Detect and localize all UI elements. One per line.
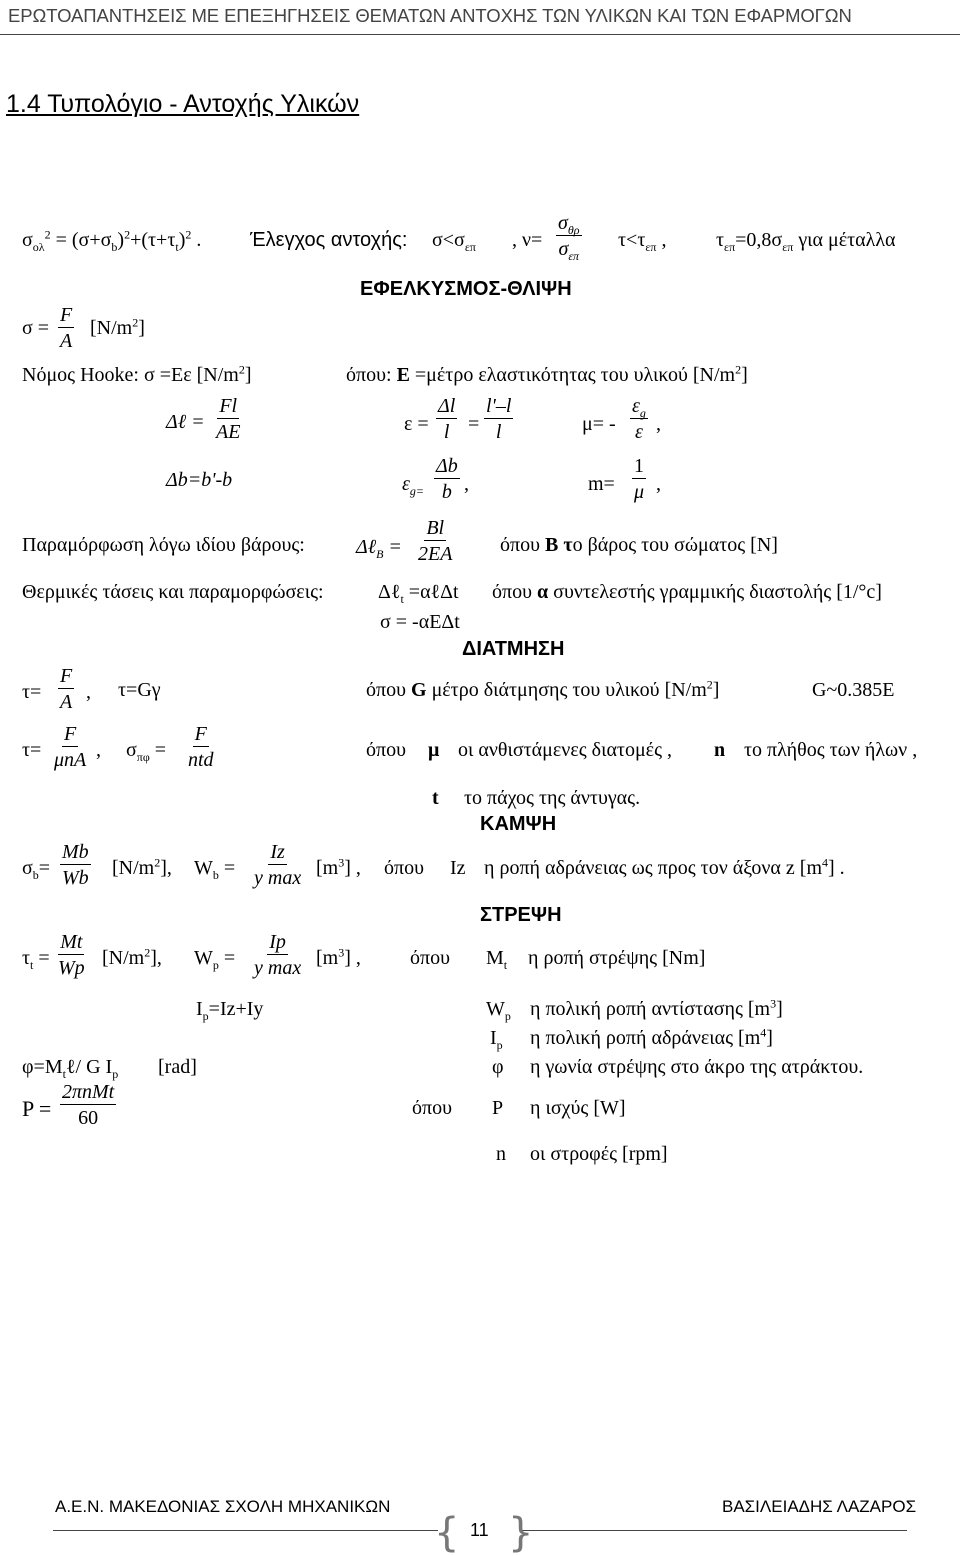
elongation-lhs: Δℓ = — [166, 411, 205, 433]
poisson-comma: , — [656, 413, 661, 435]
rivet-shear-fraction: F μnA — [54, 723, 87, 771]
power-lhs: P = — [22, 1096, 52, 1121]
rivet-shear-comma: , — [96, 739, 101, 761]
poisson-number-lhs: m= — [588, 473, 615, 495]
bending-heading: ΚΑΜΨΗ — [480, 813, 557, 835]
running-header — [0, 0, 960, 35]
lateral-strain-lhs: $\varepsilon_{g=}$ — [402, 473, 424, 498]
rpm-symbol: n — [496, 1143, 506, 1165]
bending-where: όπου — [384, 857, 424, 879]
phi-description: η γωνία στρέψης στο άκρο της ατράκτου. — [530, 1056, 864, 1078]
polar-inertia-sum: $I_p=Iz+Iy$ — [196, 998, 264, 1023]
footer-institution: Α.Ε.Ν. ΜΑΚΕΔΟΝΙΑΣ ΣΧΟΛΗ ΜΗΧΑΝΙΚΩΝ — [55, 1497, 391, 1516]
poisson-fraction: $\frac{\varepsilon_g}{\varepsilon}$ — [632, 395, 646, 443]
right-brace-icon: } — [508, 1510, 534, 1556]
strain-lhs: ε = — [404, 413, 429, 435]
thermal-stress: σ = -αΕΔt — [380, 611, 460, 633]
polar-modulus-unit: $[m^3]$ , — [316, 945, 361, 969]
power-where: όπου — [412, 1097, 452, 1119]
hooke-description: όπου: E =μέτρο ελαστικότητας του υλικού $[N/m^2]$ — [346, 362, 748, 386]
bending-stress-fraction: $\frac{Mb}{Wb}$ — [62, 841, 89, 889]
n-symbol: n — [714, 739, 726, 761]
polar-modulus-lhs: $W_p$ = — [194, 947, 236, 972]
torsion-heading: ΣΤΡΕΨΗ — [480, 904, 562, 926]
lateral-strain-fraction: $\frac{\Delta b}{b}$ — [436, 455, 458, 503]
section-modulus-fraction: Iz y max — [254, 841, 302, 889]
iz-symbol: Iz — [450, 857, 466, 879]
power-fraction: 2πnMt 60 — [62, 1081, 115, 1129]
allowable-shear-relation: $\tau_{\varepsilon\pi}=0,8\sigma_{\varepsilon\pi}$ για μέταλλα — [716, 229, 896, 254]
strain-fraction-1: $\frac{\Delta l}{l}$ — [438, 395, 456, 443]
self-weight-lhs: Δℓ$_B$ = — [356, 536, 402, 561]
torsion-where: όπου — [410, 947, 450, 969]
t-description: το πάχος της άντυγας. — [464, 787, 641, 809]
section-title: 1.4 Τυπολόγιο - Αντοχής Υλικών — [6, 90, 360, 118]
normal-stress-lhs: σ = — [22, 317, 50, 339]
t-symbol: t — [432, 787, 439, 809]
poisson-lhs: μ= - — [582, 413, 616, 435]
strain-fraction-2: $\frac{l'-l}{l}$ — [486, 395, 512, 443]
n-description: το πλήθος των ήλων , — [744, 739, 918, 761]
shear-modulus-law: τ=Gγ — [118, 679, 161, 701]
left-brace-icon: { — [434, 1510, 460, 1556]
shear-stress-comma: , — [86, 681, 91, 703]
ip-description: η πολική ροπή αδράνειας $[m^4]$ — [530, 1025, 773, 1049]
mu-description: οι ανθιστάμενες διατομές , — [458, 739, 673, 761]
self-weight-description: όπου B το βάρος του σώματος [N] — [500, 534, 778, 556]
rivet-shear-lhs: τ= — [22, 739, 42, 761]
strength-condition: $\sigma<\sigma_{\varepsilon\pi}$ — [432, 229, 476, 254]
hooke-law: Νόμος Hooke: σ =Εε $[N/m^2]$ — [22, 362, 252, 386]
ip-symbol: $I_p$ — [490, 1027, 503, 1052]
torsion-stress-fraction: $\frac{Mt}{Wp}$ — [58, 931, 85, 979]
power-description: η ισχύς [W] — [530, 1097, 626, 1119]
polar-modulus-fraction: Ip y max — [254, 931, 302, 979]
twist-angle-equation: $\varphi=M_t\ell/$ G $I_p$ — [22, 1056, 119, 1081]
torque-symbol: $M_t$ — [486, 947, 508, 972]
section-modulus-lhs: $W_b$ = — [194, 857, 236, 882]
elongation-fraction: $\frac{Fl}{AE}$ — [216, 395, 241, 443]
self-weight-label: Παραμόρφωση λόγω ιδίου βάρους: — [22, 534, 305, 556]
shear-heading: ΔΙΑΤΜΗΣΗ — [462, 638, 565, 660]
twist-angle-unit: [rad] — [158, 1056, 197, 1078]
power-symbol: P — [492, 1097, 504, 1119]
poisson-number-fraction: $\frac{1}{\mu}$ — [633, 455, 645, 503]
torsion-stress-lhs: $\tau_t$ = — [22, 947, 50, 972]
self-weight-fraction: $\frac{Bl}{2EA}$ — [418, 517, 453, 565]
poisson-number-comma: , — [656, 473, 661, 495]
iz-description: η ροπή αδράνειας ως προς τον άξονα z $[m^4]$ . — [484, 855, 845, 879]
shear-stress-lhs: τ= — [22, 681, 42, 703]
lateral-strain-comma: , — [464, 473, 469, 495]
bearing-stress-fraction: F ntd — [188, 723, 214, 771]
thermal-description: όπου α συντελεστής γραμμικής διαστολής [1/°c] — [492, 581, 882, 603]
shear-modulus-description: όπου G μέτρο διάτμησης του υλικού $[N/m^2]$ — [366, 677, 720, 701]
safety-factor-fraction: $\sigma_{\theta\rho}$ $\sigma_{\varepsilon\pi}$ — [558, 212, 580, 263]
safety-factor-label: , ν= — [512, 229, 543, 251]
total-stress-equation: $\sigma_{o\lambda}^2 = (\sigma+\sigma_b)^2+(\tau+\tau_t)^2$ . — [22, 227, 202, 254]
normal-stress-fraction: $\frac{F}{A}$ — [60, 304, 73, 352]
strain-equals: = — [468, 413, 480, 435]
shear-modulus-relation: G~0.385E — [812, 679, 895, 701]
shear-stress-fraction: $\frac{F}{A}$ — [60, 665, 73, 713]
wp-symbol: $W_p$ — [486, 998, 511, 1023]
bearing-stress-lhs: $\sigma_{\pi\varphi}$ = — [126, 739, 167, 764]
tension-heading: ΕΦΕΛΚΥΣΜΟΣ-ΘΛΙΨΗ — [360, 278, 572, 300]
rpm-description: οι στροφές [rpm] — [530, 1143, 668, 1165]
mu-where: όπου — [366, 739, 406, 761]
bending-stress-lhs: $\sigma_b=$ — [22, 857, 51, 882]
mu-symbol: μ — [428, 739, 440, 761]
phi-symbol: φ — [492, 1056, 504, 1078]
page-number: 11 — [470, 1520, 489, 1540]
normal-stress-unit: $[N/m^2]$ — [90, 315, 145, 339]
bending-stress-unit: $[N/m^2]$, — [112, 855, 172, 879]
section-modulus-unit: $[m^3]$ , — [316, 855, 361, 879]
footer-author: ΒΑΣΙΛΕΙΑΔΗΣ ΛΑΖΑΡΟΣ — [722, 1497, 917, 1516]
width-change: Δb=b'-b — [166, 469, 233, 491]
running-header-text: ΕΡΩΤΟΑΠΑΝΤΗΣΕΙΣ ΜΕ ΕΠΕΞΗΓΗΣΕΙΣ ΘΕΜΑΤΩΝ ΑΝΤΟΧΗΣ ΤΩΝ ΥΛΙΚΩΝ ΚΑΙ ΤΩΝ ΕΦΑΡΜΟΓΩΝ — [8, 5, 852, 26]
wp-description: η πολική ροπή αντίστασης $[m^3]$ — [530, 996, 783, 1020]
torque-description: η ροπή στρέψης [Nm] — [528, 947, 706, 969]
torsion-stress-unit: $[N/m^2]$, — [102, 945, 162, 969]
thermal-strain: Δℓ$_t$ =αℓΔt — [378, 581, 459, 606]
strength-check-label: Έλεγχος αντοχής: — [250, 229, 408, 251]
shear-condition: $\tau<\tau_{\varepsilon\pi}$ , — [618, 229, 667, 254]
thermal-label: Θερμικές τάσεις και παραμορφώσεις: — [22, 581, 324, 603]
